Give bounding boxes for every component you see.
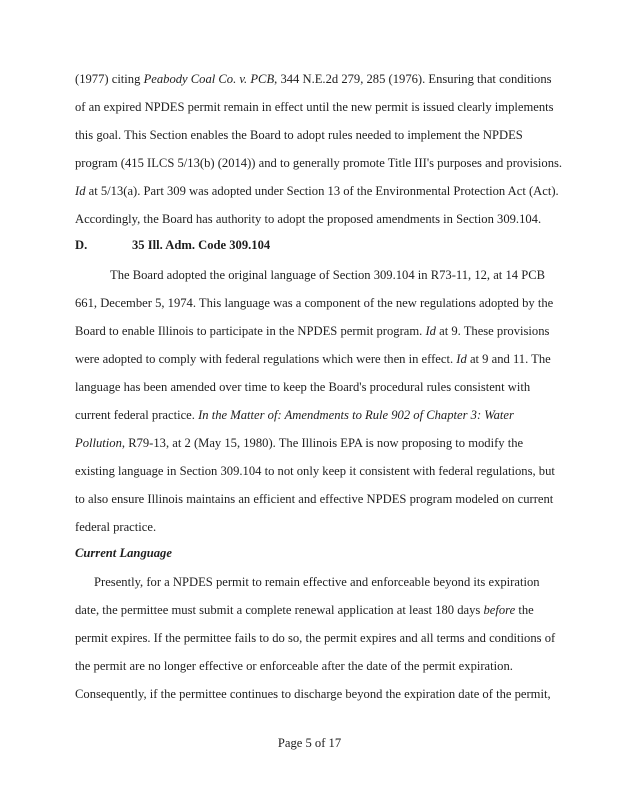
body-line: date, the permittee must submit a complete renewal application at least 180 days before the [75,603,534,617]
body-line: Presently, for a NPDES permit to remain effective and enforceable beyond its expiration [94,575,540,589]
body-line: permit expires. If the permittee fails to do so, the permit expires and all terms and conditions of [75,631,556,645]
body-line: Consequently, if the permittee continues to discharge beyond the expiration date of the permit, [75,687,551,701]
body-line: federal practice. [75,520,157,534]
subheading: Current Language [75,546,172,560]
body-line: 661, December 5, 1974. This language was a component of the new regulations adopted by the [75,296,554,310]
body-line: language has been amended over time to keep the Board's procedural rules consistent with [75,380,531,394]
body-line: Board to enable Illinois to participate in the NPDES permit program. Id at 9. These provisions [75,324,550,338]
section-number: D. [75,238,88,252]
body-line: existing language in Section 309.104 to not only keep it consistent with federal regulations, but [75,464,555,478]
body-line: this goal. This Section enables the Board to adopt rules needed to implement the NPDES [75,128,523,142]
case-citation: In the Matter of: Amendments to Rule 902 of Chapter 3: Water [198,408,514,422]
body-line: the permit are no longer effective or enforceable after the date of the permit expiration. [75,659,513,673]
body-line: were adopted to comply with federal regulations which were then in effect. Id at 9 and 11. The [75,352,551,366]
body-line: program (415 ILCS 5/13(b) (2014)) and to generally promote Title III's purposes and provisions. [75,156,563,170]
body-line: of an expired NPDES permit remain in effect until the new permit is issued clearly implements [75,100,554,114]
body-line: current federal practice. In the Matter of: Amendments to Rule 902 of Chapter 3: Water [75,408,514,422]
body-line: Pollution, R79-13, at 2 (May 15, 1980). The Illinois EPA is now proposing to modify the [75,436,524,450]
page-number: Page 5 of 17 [277,736,342,750]
body-line: (1977) citing Peabody Coal Co. v. PCB, 344 N.E.2d 279, 285 (1976). Ensuring that conditions [75,72,552,86]
emphasis: before [483,603,516,617]
case-citation: Pollution [75,436,122,450]
body-line: The Board adopted the original language of Section 309.104 in R73-11, 12, at 14 PCB [110,268,545,282]
case-citation: Peabody Coal Co. v. PCB [143,72,275,86]
body-line: Accordingly, the Board has authority to adopt the proposed amendments in Section 309.104. [75,212,542,226]
body-line: to also ensure Illinois maintains an efficient and effective NPDES program modeled on current [75,492,554,506]
section-title: 35 Ill. Adm. Code 309.104 [132,238,271,252]
body-line: Id at 5/13(a). Part 309 was adopted under Section 13 of the Environmental Protection Act (Act). [75,184,559,198]
